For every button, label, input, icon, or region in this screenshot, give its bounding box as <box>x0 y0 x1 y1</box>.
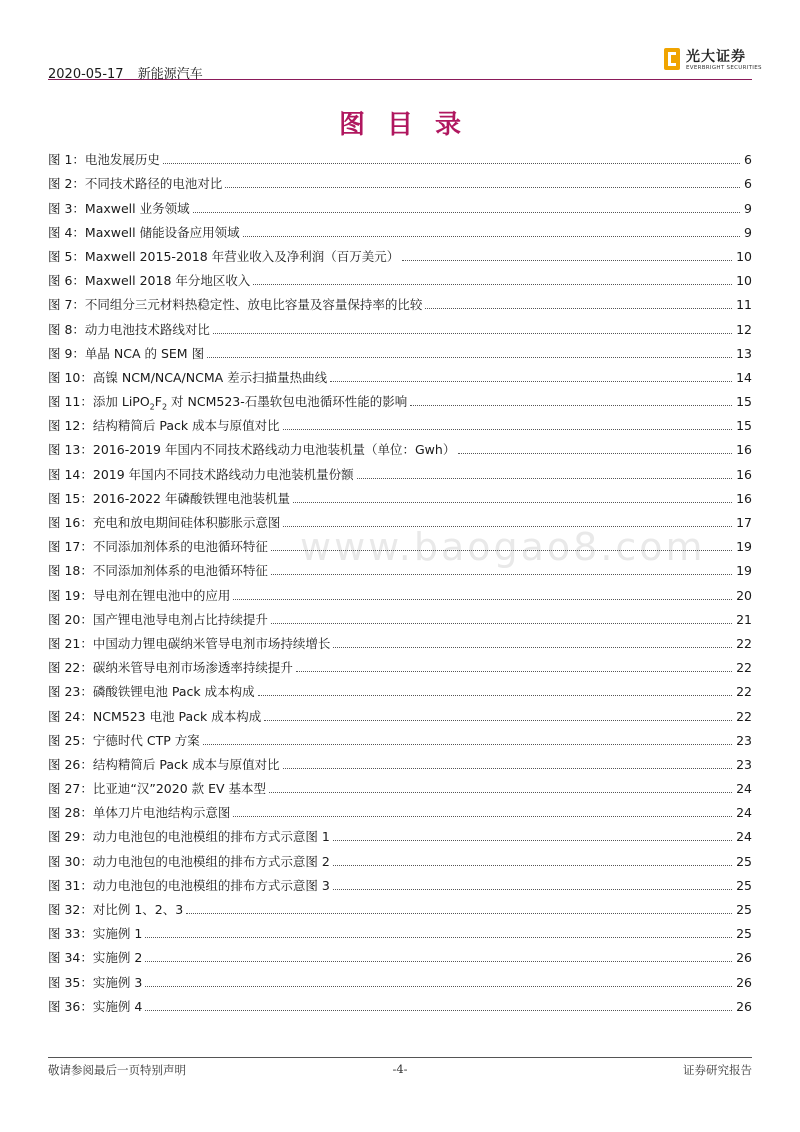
toc-entry-label: 图 2：不同技术路径的电池对比 <box>48 176 223 192</box>
toc-entry-page: 16 <box>736 490 752 506</box>
toc-entry-page: 25 <box>736 877 752 893</box>
toc-leader-dots <box>271 623 732 624</box>
toc-entry-label: 图 36：实施例 4 <box>48 998 143 1014</box>
toc-leader-dots <box>186 913 732 914</box>
toc-entry-label: 图 10：高镍 NCM/NCA/NCMA 差示扫描量热曲线 <box>48 369 328 385</box>
toc-entry[interactable] <box>48 361 752 385</box>
toc-entry[interactable] <box>48 264 752 288</box>
toc-entry-page: 19 <box>736 563 752 579</box>
toc-leader-dots <box>333 647 732 648</box>
toc-entry[interactable] <box>48 748 752 772</box>
toc-entry[interactable] <box>48 409 752 433</box>
page-number: -4- <box>392 1062 408 1076</box>
toc-leader-dots <box>293 502 732 503</box>
toc-entry-page: 26 <box>736 998 752 1014</box>
toc-leader-dots <box>330 381 732 382</box>
toc-entry-page: 21 <box>736 611 752 627</box>
toc-leader-dots <box>243 236 740 237</box>
toc-entry-page: 19 <box>736 539 752 555</box>
toc-entry-label: 图 17：不同添加剂体系的电池循环特征 <box>48 539 268 555</box>
report-category: 新能源汽车 <box>137 67 203 82</box>
toc-entry-page: 24 <box>736 829 752 845</box>
toc-entry-page: 25 <box>736 853 752 869</box>
toc-leader-dots <box>333 889 732 890</box>
toc-entry-label-part: F <box>154 394 162 410</box>
toc-entry-page: 12 <box>736 321 752 337</box>
toc-entry[interactable] <box>48 530 752 554</box>
toc-entry-label: 图 6：Maxwell 2018 年分地区收入 <box>48 273 251 289</box>
toc-entry-label: 图 16：充电和放电期间硅体积膨胀示意图 <box>48 515 281 530</box>
page-title: 图目录 <box>338 110 483 140</box>
toc-entry-label: 图 31：动力电池包的电池模组的排布方式示意图 3 <box>48 877 330 893</box>
toc-entry-label: 图 33：实施例 1 <box>48 926 143 942</box>
toc-entry-page: 24 <box>736 805 752 821</box>
toc-leader-dots <box>357 478 732 479</box>
toc-entry-label: 图 28：单体刀片电池结构示意图 <box>48 805 231 821</box>
toc-entry-label: 图 22：碳纳米管导电剂市场渗透率持续提升 <box>48 660 293 676</box>
toc-entry[interactable] <box>48 506 752 530</box>
toc-entry-page: 9 <box>744 200 752 216</box>
toc-entry-page: 17 <box>736 515 752 530</box>
toc-leader-dots <box>258 695 733 696</box>
logo-mark-icon <box>664 48 680 70</box>
toc-entry-label: 图 9：单晶 NCA 的 SEM 图 <box>48 345 205 361</box>
toc-entry-label: 图 20：国产锂电池导电剂占比持续提升 <box>48 611 268 627</box>
toc-entry[interactable] <box>48 893 752 917</box>
toc-entry-label: 图 26：结构精简后 Pack 成本与原值对比 <box>48 756 280 772</box>
toc-leader-dots <box>264 720 732 721</box>
report-date: 2020-05-17 <box>48 67 124 82</box>
toc-entry-label-part: 图 11：添加 LiPO <box>48 394 150 410</box>
toc-leader-dots <box>283 429 733 430</box>
toc-entry-label: 图 29：动力电池包的电池模组的排布方式示意图 1 <box>48 829 330 845</box>
toc-leader-dots <box>253 284 732 285</box>
toc-entry[interactable] <box>48 288 752 312</box>
toc-leader-dots <box>269 792 732 793</box>
toc-entry-label: 图 18：不同添加剂体系的电池循环特征 <box>48 563 268 579</box>
toc-entry-page: 22 <box>736 660 752 676</box>
toc-entry[interactable] <box>48 844 752 868</box>
toc-entry[interactable] <box>48 651 752 675</box>
toc-leader-dots <box>296 671 732 672</box>
toc-entry[interactable] <box>48 796 752 820</box>
toc-leader-dots <box>145 937 732 938</box>
toc-entry[interactable] <box>48 167 752 191</box>
toc-leader-dots <box>283 526 732 527</box>
toc-leader-dots <box>410 405 732 406</box>
toc-entry-label-part: 2 <box>149 402 155 412</box>
toc-entry-label: 图 34：实施例 2 <box>48 950 143 966</box>
toc-entry[interactable] <box>48 433 752 457</box>
logo-name-cn: 光大证券 <box>686 49 746 65</box>
toc-entry[interactable] <box>48 554 752 578</box>
toc-leader-dots <box>163 163 740 164</box>
toc-entry-label: 图 12：结构精简后 Pack 成本与原值对比 <box>48 418 280 434</box>
toc-entry-label: 图 14：2019 年国内不同技术路线动力电池装机量份额 <box>48 466 354 482</box>
toc-entry[interactable] <box>48 820 752 844</box>
toc-entry[interactable] <box>48 917 752 941</box>
toc-entry-page: 25 <box>736 926 752 942</box>
toc-leader-dots <box>145 961 732 962</box>
toc-entry-label-part: 对 NCM523-石墨软包电池循环性能的影响 <box>167 394 408 410</box>
toc-entry-label: 图 24：NCM523 电池 Pack 成本构成 <box>48 708 262 724</box>
toc-entry-page: 25 <box>736 902 752 917</box>
toc-entry-label: 图 30：动力电池包的电池模组的排布方式示意图 2 <box>48 853 330 869</box>
toc-leader-dots <box>207 357 732 358</box>
toc-entry-label: 图 32：对比例 1、2、3 <box>48 902 184 917</box>
toc-leader-dots <box>233 599 732 600</box>
toc-entry-page: 6 <box>744 176 752 192</box>
toc-entry-page: 26 <box>736 950 752 966</box>
toc-leader-dots <box>193 212 740 213</box>
toc-leader-dots <box>145 986 732 987</box>
toc-entry-page: 22 <box>736 684 752 700</box>
toc-entry-page: 6 <box>744 152 752 168</box>
toc-leader-dots <box>271 574 732 575</box>
toc-entry-label: 图 4：Maxwell 储能设备应用领域 <box>48 224 240 240</box>
toc-entry-page: 23 <box>736 732 752 748</box>
toc-entry-page: 22 <box>736 635 752 651</box>
toc-entry[interactable] <box>48 724 752 748</box>
toc-entry-page: 15 <box>736 394 752 410</box>
toc-entry-label: 图 3：Maxwell 业务领域 <box>48 200 190 216</box>
toc-entry[interactable] <box>48 216 752 240</box>
toc-entry-label: 图 5：Maxwell 2015-2018 年营业收入及净利润（百万美元） <box>48 248 400 264</box>
toc-entry-page: 16 <box>736 442 752 458</box>
toc-entry-label: 图 13：2016-2019 年国内不同技术路线动力电池装机量（单位：Gwh） <box>48 442 456 458</box>
toc-entry[interactable] <box>48 772 752 796</box>
page-header <box>48 40 762 82</box>
watermark: www.baogao8.com <box>300 525 706 569</box>
toc-entry[interactable] <box>48 965 752 989</box>
toc-entry-label: 图 8：动力电池技术路线对比 <box>48 321 210 337</box>
toc-entry-label: 图 23：磷酸铁锂电池 Pack 成本构成 <box>48 684 255 700</box>
footer-disclaimer: 敬请参阅最后一页特别声明 <box>48 1063 186 1077</box>
toc-entry-page: 22 <box>736 708 752 724</box>
toc-entry-page: 23 <box>736 756 752 772</box>
toc-entry-label-part: 2 <box>161 402 168 412</box>
toc-entry[interactable] <box>48 457 752 481</box>
toc-entry[interactable] <box>48 699 752 723</box>
toc-entry[interactable] <box>48 869 752 893</box>
toc-leader-dots <box>271 550 732 551</box>
toc-entry[interactable] <box>48 143 752 167</box>
toc-entry-page: 13 <box>736 345 752 361</box>
toc-leader-dots <box>458 453 732 454</box>
toc-entry-label: 图 1：电池发展历史 <box>48 152 160 168</box>
toc-entry-page: 10 <box>736 273 752 289</box>
toc-leader-dots <box>283 768 733 769</box>
table-of-figures <box>48 143 752 1014</box>
toc-leader-dots <box>203 744 732 745</box>
toc-entry-label: 图 25：宁德时代 CTP 方案 <box>48 732 200 748</box>
toc-entry-page: 20 <box>736 587 752 603</box>
toc-entry[interactable] <box>48 337 752 361</box>
toc-entry-page: 24 <box>736 781 752 797</box>
toc-entry[interactable] <box>48 941 752 965</box>
toc-entry-page: 11 <box>736 297 752 313</box>
toc-entry[interactable] <box>48 482 752 506</box>
toc-entry[interactable] <box>48 191 752 215</box>
toc-leader-dots <box>333 865 732 866</box>
toc-entry-page: 26 <box>736 974 752 990</box>
toc-entry[interactable] <box>48 990 752 1014</box>
toc-entry-page: 16 <box>736 466 752 482</box>
footer-divider <box>48 1057 752 1058</box>
header-divider <box>48 79 752 80</box>
toc-entry-label: 图 35：实施例 3 <box>48 974 143 990</box>
footer-report-type: 证券研究报告 <box>683 1063 752 1077</box>
toc-entry-label: 图 21：中国动力锂电碳纳米管导电剂市场持续增长 <box>48 635 331 651</box>
toc-entry[interactable] <box>48 603 752 627</box>
toc-entry[interactable] <box>48 385 752 412</box>
toc-entry[interactable] <box>48 312 752 336</box>
toc-entry-page: 9 <box>744 224 752 240</box>
toc-entry-page: 15 <box>736 418 752 434</box>
toc-leader-dots <box>425 308 732 309</box>
toc-entry[interactable] <box>48 627 752 651</box>
toc-leader-dots <box>233 816 732 817</box>
toc-entry-label: 图 19：导电剂在锂电池中的应用 <box>48 587 231 603</box>
toc-entry-label: 图 27：比亚迪“汉”2020 款 EV 基本型 <box>48 781 267 797</box>
toc-entry-page: 14 <box>736 369 752 385</box>
toc-entry-page: 10 <box>736 248 752 264</box>
toc-leader-dots <box>225 187 740 188</box>
toc-leader-dots <box>145 1010 732 1011</box>
toc-entry[interactable] <box>48 675 752 699</box>
toc-entry-label: 图 7：不同组分三元材料热稳定性、放电比容量及容量保持率的比较 <box>48 297 423 313</box>
logo-name-en: EVERBRIGHT SECURITIES <box>686 65 762 71</box>
toc-leader-dots <box>213 333 732 334</box>
toc-entry[interactable] <box>48 240 752 264</box>
toc-leader-dots <box>333 840 732 841</box>
toc-entry[interactable] <box>48 578 752 602</box>
toc-leader-dots <box>402 260 732 261</box>
company-logo <box>664 46 762 76</box>
toc-entry-label <box>48 394 408 412</box>
toc-entry-label: 图 15：2016-2022 年磷酸铁锂电池装机量 <box>48 490 290 506</box>
